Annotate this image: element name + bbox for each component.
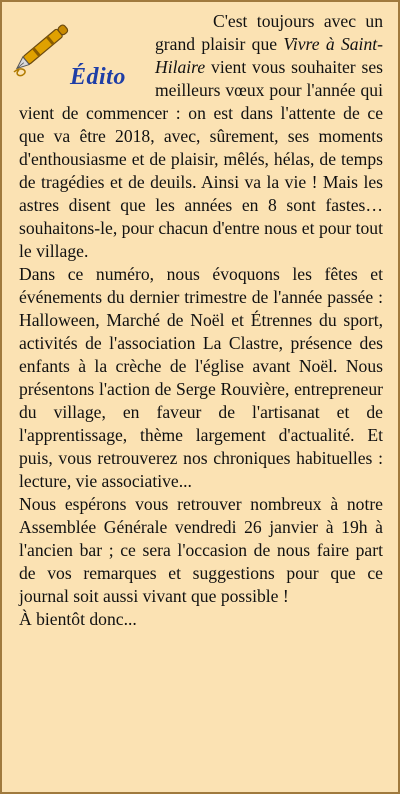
page-title: Édito [70,64,126,90]
editorial-text [19,10,383,631]
paragraph-intro-part-1: C'est toujours avec un grand plaisir que [155,11,383,54]
paragraph-general-assembly: Nous espérons vous retrouver nombreux à notre Assemblée Générale vendredi 26 janvier à 19h à l'ancien bar ; ce sera l'occasion de nous faire part de vos remarques et suggestions pour que ce journal soit aussi vivant que possible ! [19,494,383,606]
paragraph-issue-contents: Dans ce numéro, nous évoquons les fêtes et événements du dernier trimestre de l'année passée : Halloween, Marché de Noël et Étrennes du sport, activités de l'association La Clastre, présence des enfants à la crèche de l'église avant Noël. Nous présentons l'action de Serge Rouvière, entrepreneur du village, en faveur de l'artisanat et de l'apprentissage, thème largement d'actualité. Et puis, vous retrouverez nos chroniques habituelles : lecture, vie associative... [19,264,383,491]
paragraph-closing: À bientôt donc... [19,609,137,629]
paragraph-intro-part-2: vient vous souhaiter ses meilleurs vœux pour l'année qui vient de commencer : on est dans l'attente de ce que va être 2018, avec, sûrement, ses moments d'enthousiasme et de plaisir, mêlés, hélas, de temps de tragédies et de deuils. Ainsi va la vie ! Mais les astres disent que les années en 8 sont fastes… souhaitons-le, pour chacun d'entre nous et pour tout le village. [19,57,383,261]
publication-name: Vivre à Saint-Hilaire [155,34,383,77]
